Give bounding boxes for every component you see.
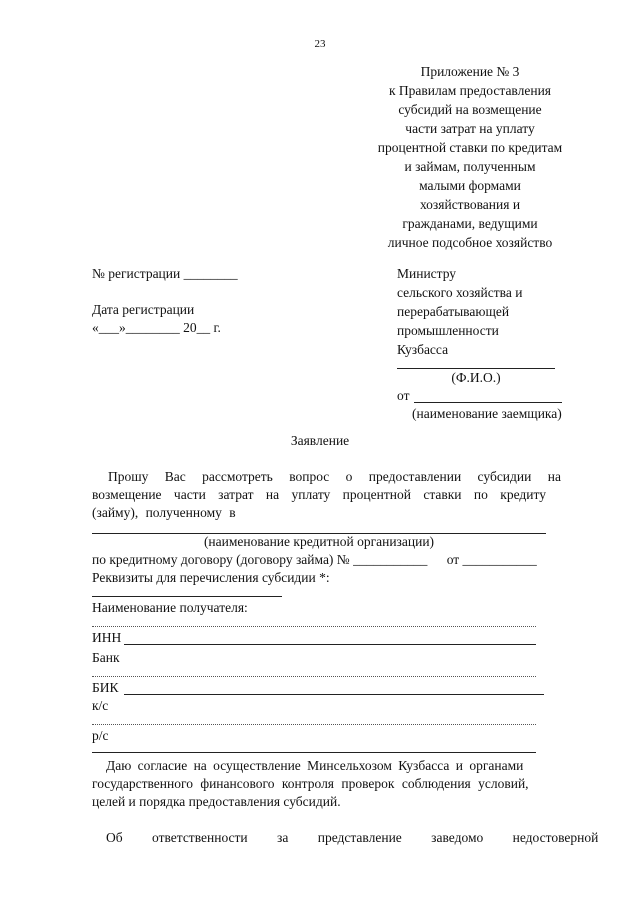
appendix-line: Приложение № 3 bbox=[420, 64, 520, 79]
consent-text: Даю согласие на осуществление Минсельхозом Кузбасса и органами bbox=[106, 758, 524, 773]
consent-text: целей и порядка предоставления субсидий. bbox=[92, 794, 341, 809]
bik-line bbox=[124, 694, 544, 695]
document-title: Заявление bbox=[290, 433, 350, 448]
recipient-label: Наименование получателя: bbox=[92, 600, 248, 615]
appendix-line: субсидий на возмещение bbox=[398, 102, 542, 117]
bank-label: Банк bbox=[92, 650, 120, 665]
appendix-line: к Правилам предоставления bbox=[388, 83, 552, 98]
borrower-line bbox=[414, 402, 562, 403]
bank-line bbox=[92, 676, 536, 677]
contract-from: от bbox=[446, 552, 460, 567]
borrower-caption: (наименование заемщика) bbox=[412, 406, 562, 421]
contract-number-blank: ___________ bbox=[353, 552, 428, 567]
consent-line-1 bbox=[92, 758, 523, 774]
consent-text: государственного финансового контроля проверок соблюдения условий, bbox=[92, 776, 529, 791]
page-number: 23 bbox=[314, 38, 326, 50]
request-text: возмещение части затрат на уплату процентной ставки по кредиту bbox=[92, 487, 546, 502]
ks-line bbox=[92, 724, 536, 725]
request-text: Прошу Вас рассмотреть вопрос о предоставлении субсидии на bbox=[108, 469, 561, 484]
ks-label: к/с bbox=[92, 698, 109, 713]
registration-date-line: «___»________ 20__ г. bbox=[92, 320, 221, 335]
inn-label: ИНН bbox=[92, 630, 122, 645]
addressee-line: Министру bbox=[397, 266, 457, 281]
contract-date-blank: ___________ bbox=[462, 552, 537, 567]
appendix-line: малыми формами bbox=[419, 178, 521, 193]
fio-caption: (Ф.И.О.) bbox=[451, 370, 501, 385]
appendix-line: части затрат на уплату bbox=[405, 121, 535, 136]
rs-line bbox=[92, 752, 536, 753]
responsibility-text: Об ответственности за представление заведомо недостоверной bbox=[106, 830, 599, 845]
consent-line-3 bbox=[92, 794, 341, 810]
responsibility-line-1 bbox=[92, 830, 598, 846]
appendix-line: личное подсобное хозяйство bbox=[387, 235, 553, 250]
appendix-line: гражданами, ведущими bbox=[402, 216, 538, 231]
rs-label: р/с bbox=[92, 728, 109, 743]
from-label: от bbox=[397, 388, 410, 403]
registration-date-label: Дата регистрации bbox=[92, 302, 195, 317]
addressee-line: промышленности bbox=[397, 323, 499, 338]
addressee-line: сельского хозяйства и bbox=[397, 285, 523, 300]
request-text: (займу), полученному в bbox=[92, 505, 236, 520]
footnote-separator bbox=[92, 596, 282, 597]
contract-line bbox=[92, 552, 537, 568]
bik-label: БИК bbox=[92, 680, 119, 695]
recipient-line bbox=[92, 626, 536, 627]
registration-number: № регистрации ________ bbox=[92, 266, 238, 281]
request-line-1 bbox=[92, 469, 596, 485]
request-line-2 bbox=[92, 487, 596, 503]
contract-text: по кредитному договору (договору займа) № bbox=[92, 552, 350, 567]
appendix-block bbox=[340, 62, 600, 252]
addressee-line: Кузбасса bbox=[397, 342, 449, 357]
addressee-block bbox=[397, 264, 522, 359]
appendix-line: и займам, полученным bbox=[404, 159, 536, 174]
inn-line bbox=[124, 644, 536, 645]
consent-line-2 bbox=[92, 776, 529, 792]
credit-org-caption: (наименование кредитной организации) bbox=[203, 534, 435, 549]
request-line-3 bbox=[92, 505, 236, 521]
requisites-label: Реквизиты для перечисления субсидии *: bbox=[92, 570, 330, 585]
fio-line bbox=[397, 368, 555, 369]
appendix-line: процентной ставки по кредитам bbox=[377, 140, 563, 155]
appendix-line: хозяйствования и bbox=[419, 197, 521, 212]
addressee-line: перерабатывающей bbox=[397, 304, 510, 319]
